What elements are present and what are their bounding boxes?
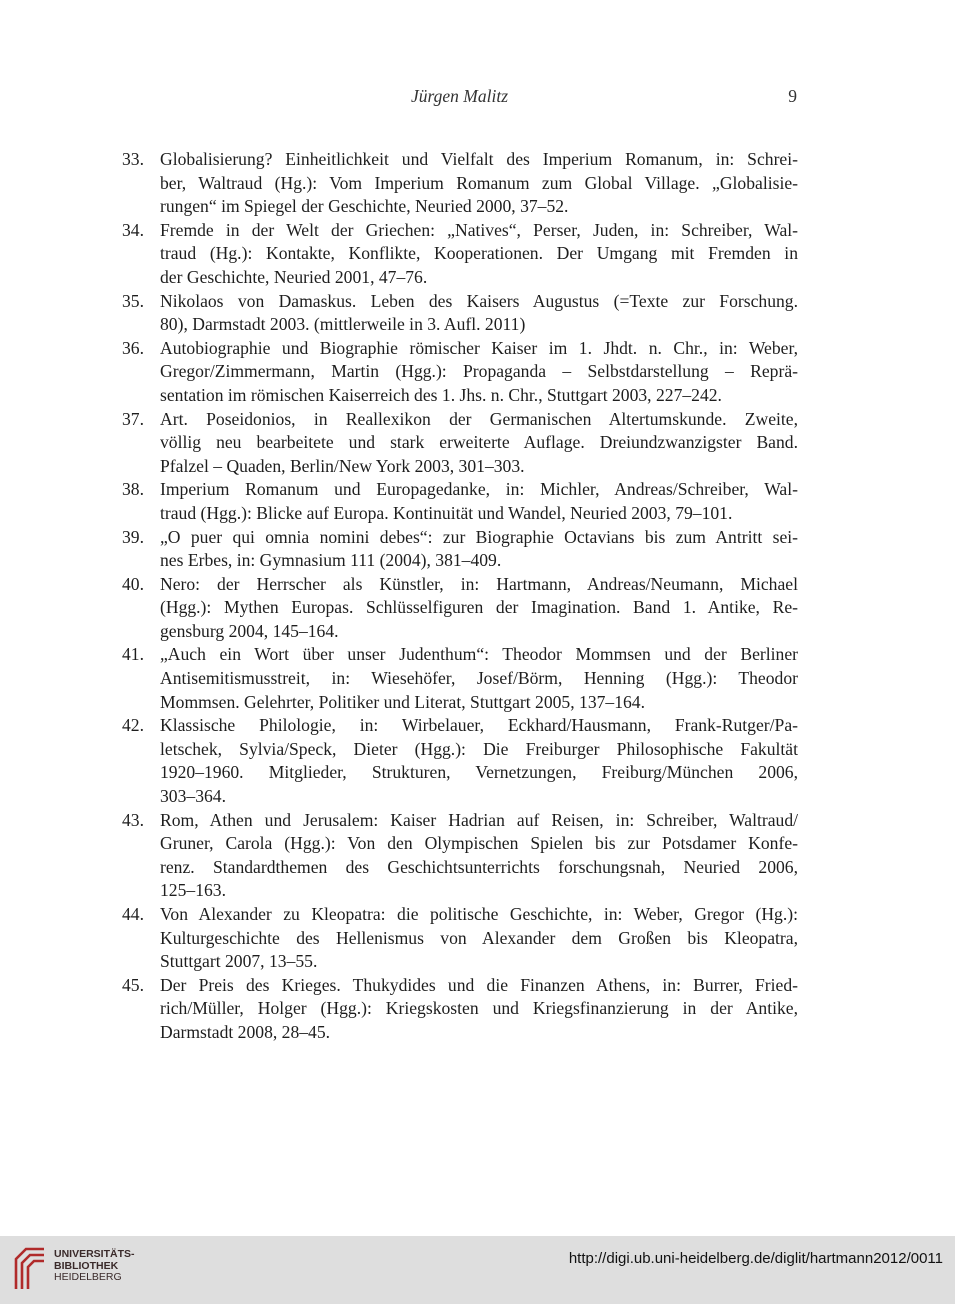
entry-text-line: 1920–1960. Mitglieder, Strukturen, Vernetzungen, Freiburg/München 2006, [160, 762, 798, 783]
entry-number: 34. [122, 219, 144, 240]
bibliography-entry [122, 643, 798, 714]
entry-text-line: Stuttgart 2007, 13–55. [160, 951, 318, 972]
entry-text-line: der Geschichte, Neuried 2001, 47–76. [160, 266, 428, 287]
bibliography-entry [122, 478, 798, 525]
entry-number: 41. [122, 644, 144, 665]
bibliography-entry [122, 809, 798, 903]
bibliography-entry [122, 573, 798, 644]
entry-text-line: Von Alexander zu Kleopatra: die politische Geschichte, in: Weber, Gregor (Hg.): [160, 904, 798, 924]
entry-number: 42. [122, 715, 144, 736]
entry-text-line: 125–163. [160, 880, 226, 901]
running-head [122, 86, 797, 110]
entry-number: 38. [122, 479, 144, 500]
entry-text-line: rich/Müller, Holger (Hgg.): Kriegskosten und Kriegsfinanzierung in der Antike, [160, 998, 798, 1019]
entry-text-line: 303–364. [160, 786, 226, 807]
entry-text-line: Kulturgeschichte des Hellenismus von Alexander dem Großen bis Kleopatra, [160, 927, 798, 948]
entry-text-line: rungen“ im Spiegel der Geschichte, Neuried 2000, 37–52. [160, 196, 569, 217]
entry-text-line: Mommsen. Gelehrter, Politiker und Literat, Stuttgart 2005, 137–164. [160, 691, 646, 712]
bibliography-entry [122, 219, 798, 290]
bibliography-entry [122, 148, 798, 219]
page-number: 9 [788, 86, 797, 106]
library-logo-icon [12, 1245, 48, 1291]
bibliography-entry [122, 714, 798, 808]
entry-text-line: Antisemitismusstreit, in: Wiesehöfer, Josef/Börm, Henning (Hgg.): Theodor [160, 668, 798, 689]
entry-text-line: gensburg 2004, 145–164. [160, 620, 339, 641]
entry-number: 44. [122, 904, 144, 924]
logo-line: UNIVERSITÄTS- [54, 1248, 135, 1260]
entry-text-line: Der Preis des Krieges. Thukydides und die Finanzen Athens, in: Burrer, Fried- [160, 974, 798, 995]
bibliography-entry [122, 408, 798, 479]
entry-text-line: Autobiographie und Biographie römischer Kaiser im 1. Jhdt. n. Chr., in: Weber, [160, 337, 798, 358]
entry-number: 33. [122, 149, 144, 169]
entry-number: 37. [122, 408, 144, 429]
bibliography-entry [122, 974, 798, 1045]
entry-text-line: traud (Hgg.): Blicke auf Europa. Kontinuität und Wandel, Neuried 2003, 79–101. [160, 502, 733, 523]
library-logo-text [54, 1249, 135, 1284]
viewer-footer [0, 1236, 955, 1304]
entry-text-line: nes Erbes, in: Gymnasium 111 (2004), 381–409. [160, 550, 502, 571]
logo-line: BIBLIOTHEK [54, 1259, 119, 1272]
entry-text-line: Klassische Philologie, in: Wirbelauer, Eckhard/Hausmann, Frank-Rutger/Pa- [160, 715, 798, 736]
entry-text-line: völlig neu bearbeitete und stark erweiterte Auflage. Dreiundzwanzigster Band. [160, 432, 798, 453]
entry-text-line: Darmstadt 2008, 28–45. [160, 1021, 331, 1042]
bibliography-entry [122, 526, 798, 573]
entry-number: 40. [122, 573, 144, 594]
entry-text-line: „O puer qui omnia nomini debes“: zur Biographie Octavians bis zum Antritt sei- [160, 526, 798, 547]
entry-text-line: Imperium Romanum und Europagedanke, in: Michler, Andreas/Schreiber, Wal- [160, 479, 798, 500]
entry-text-line: (Hgg.): Mythen Europas. Schlüsselfiguren der Imagination. Band 1. Antike, Re- [160, 597, 798, 618]
entry-text-line: Nikolaos von Damaskus. Leben des Kaisers Augustus (=Texte zur Forschung. [160, 290, 798, 311]
bibliography-entry [122, 903, 798, 974]
entry-text-line: Rom, Athen und Jerusalem: Kaiser Hadrian auf Reisen, in: Schreiber, Waltraud/ [160, 809, 798, 830]
entry-text-line: Gruner, Carola (Hgg.): Von den Olympischen Spielen bis zur Potsdamer Konfe- [160, 833, 798, 854]
entry-text-line: Nero: der Herrscher als Künstler, in: Hartmann, Andreas/Neumann, Michael [160, 573, 798, 594]
entry-text-line: „Auch ein Wort über unser Judenthum“: Theodor Mommsen und der Berliner [160, 644, 798, 665]
logo-line: HEIDELBERG [54, 1271, 122, 1283]
entry-text-line: Gregor/Zimmermann, Martin (Hgg.): Propaganda – Selbstdarstellung – Reprä- [160, 361, 798, 382]
bibliography-entry [122, 337, 798, 408]
bibliography-entry [122, 290, 798, 337]
entry-text-line: sentation im römischen Kaiserreich des 1. Jhs. n. Chr., Stuttgart 2003, 227–242. [160, 384, 722, 405]
entry-text-line: renz. Standardthemen des Geschichtsunterrichts forschungsnah, Neuried 2006, [160, 856, 798, 877]
entry-number: 45. [122, 974, 144, 995]
entry-number: 35. [122, 290, 144, 311]
entry-text-line: Globalisierung? Einheitlichkeit und Vielfalt des Imperium Romanum, in: Schrei- [160, 149, 798, 169]
entry-text-line: Fremde in der Welt der Griechen: „Natives“, Perser, Juden, in: Schreiber, Wal- [160, 219, 798, 240]
entry-number: 39. [122, 526, 144, 547]
entry-text-line: Pfalzel – Quaden, Berlin/New York 2003, 301–303. [160, 455, 525, 476]
entry-text-line: 80), Darmstadt 2003. (mittlerweile in 3. Aufl. 2011) [160, 314, 526, 335]
entry-text-line: traud (Hg.): Kontakte, Konflikte, Kooperationen. Der Umgang mit Fremden in [160, 243, 798, 264]
entry-number: 36. [122, 337, 144, 358]
entry-text-line: ber, Waltraud (Hg.): Vom Imperium Romanum zum Global Village. „Globalisie- [160, 172, 798, 193]
entry-text-line: letschek, Sylvia/Speck, Dieter (Hgg.): Die Freiburger Philosophische Fakultät [160, 738, 798, 759]
bibliography-list [122, 148, 798, 1045]
source-url-link[interactable]: http://digi.ub.uni-heidelberg.de/diglit/hartmann2012/0011 [568, 1250, 943, 1267]
entry-text-line: Art. Poseidonios, in Reallexikon der Germanischen Altertumskunde. Zweite, [160, 408, 798, 429]
entry-number: 43. [122, 809, 144, 830]
running-head-author: Jürgen Malitz [410, 86, 509, 106]
